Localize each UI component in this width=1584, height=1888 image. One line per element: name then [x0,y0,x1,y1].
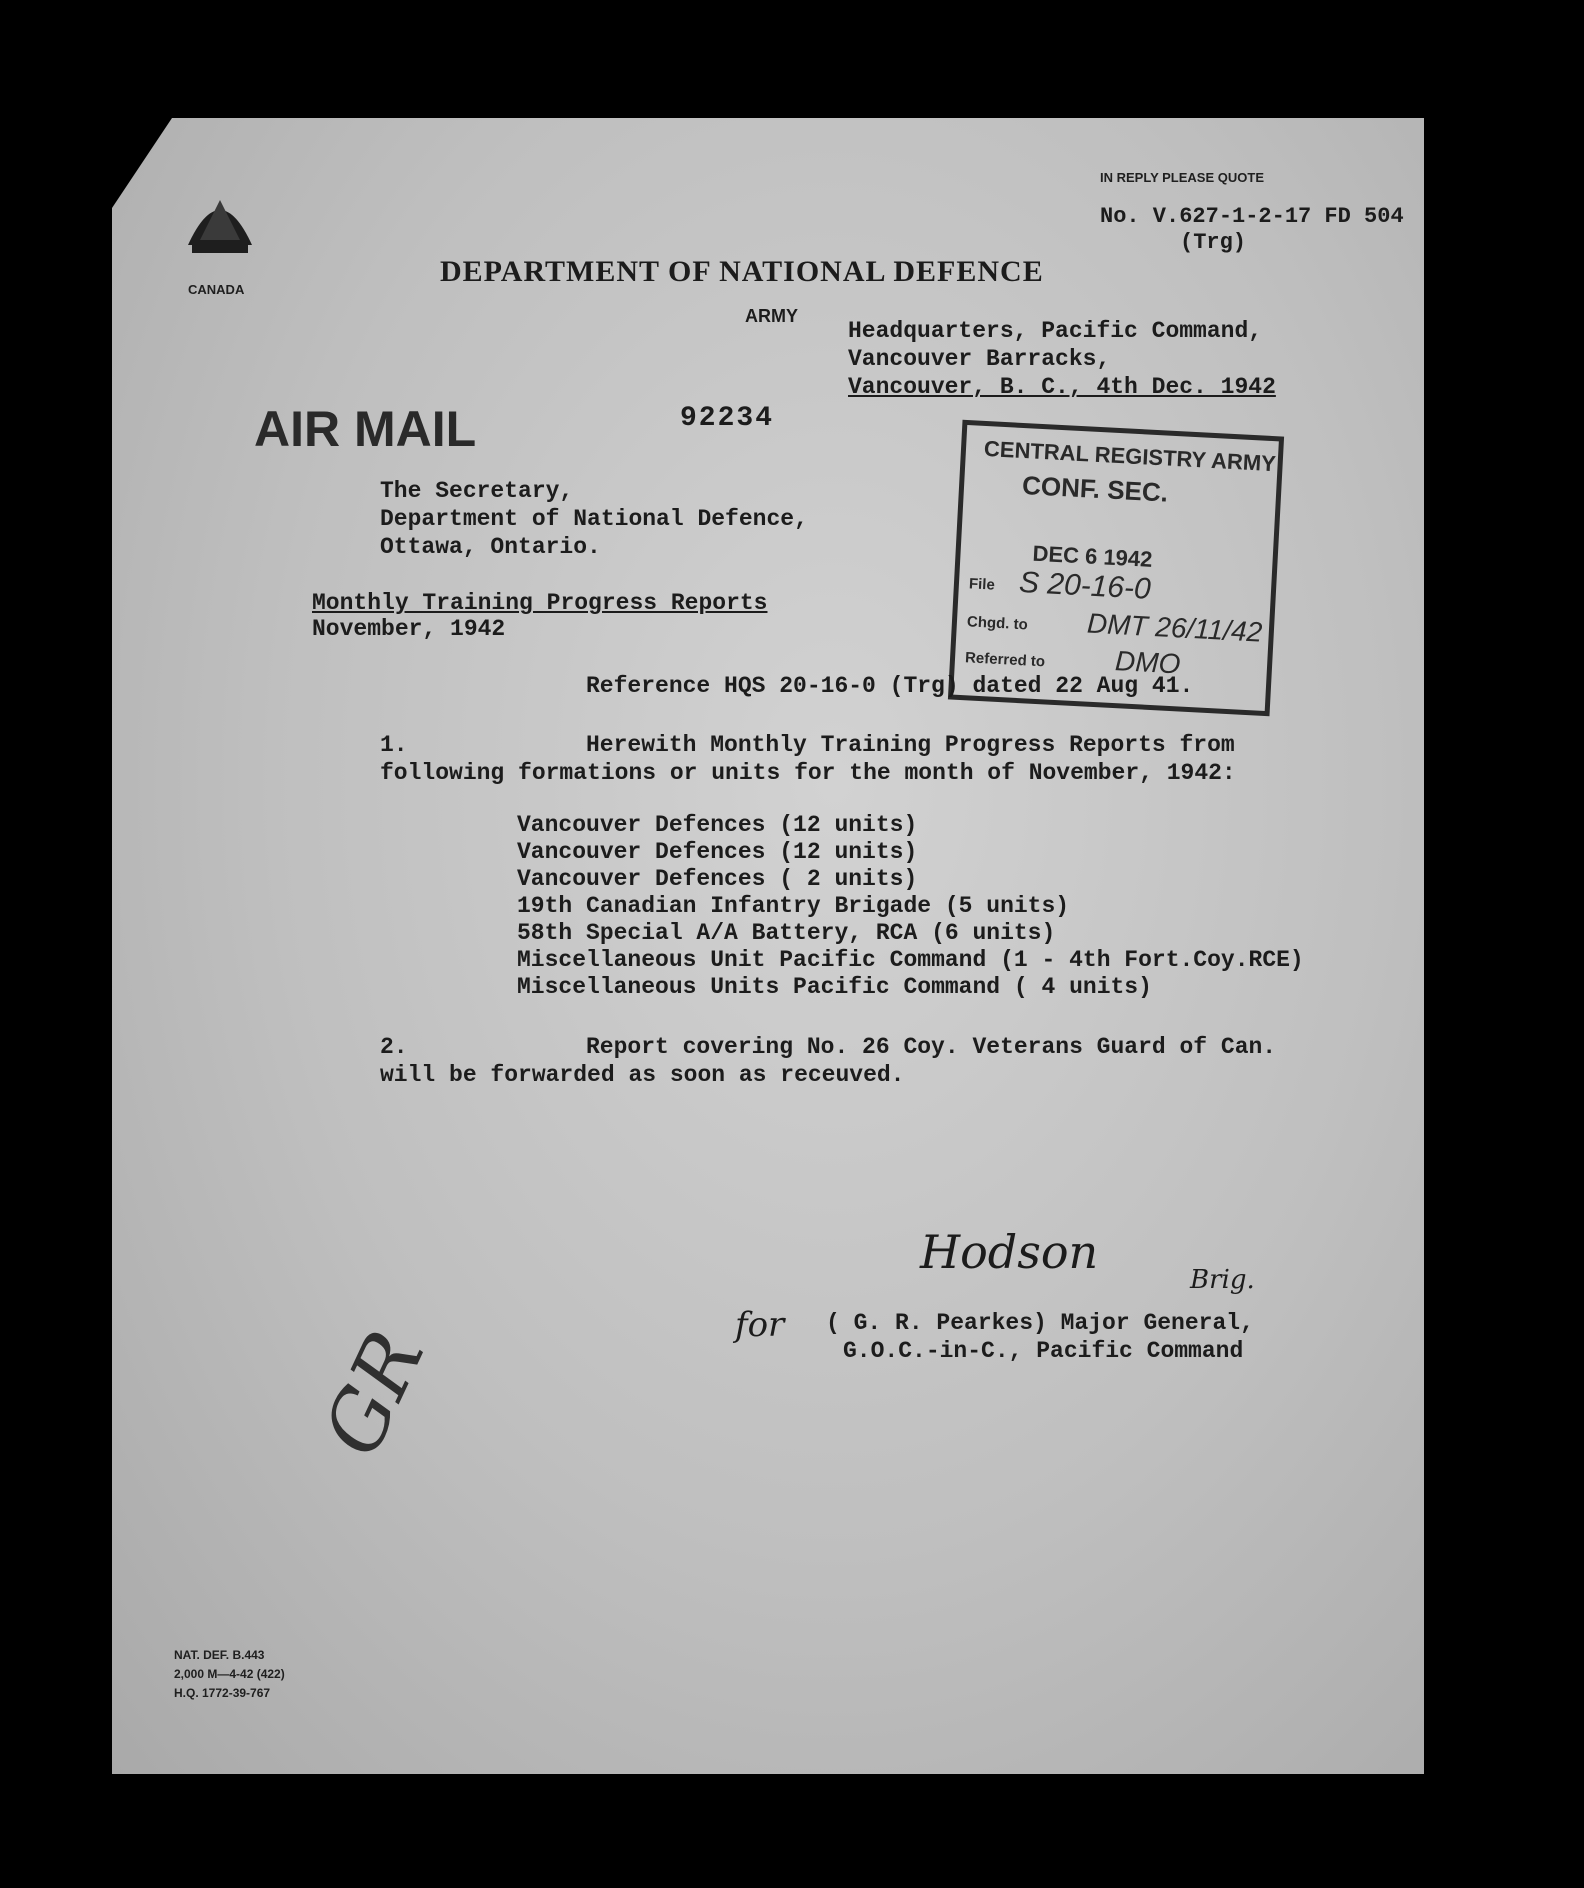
stamp-chgd-label: Chgd. to [966,613,1029,634]
unit-item-7: Miscellaneous Units Pacific Command ( 4 units) [517,974,1152,1000]
marginal-note: GR [305,1317,442,1470]
file-number-sub: (Trg) [1180,230,1247,255]
footer-line-2: 2,000 M—4-42 (422) [174,1667,285,1681]
address-line-3: Vancouver, B. C., 4th Dec. 1942 [848,374,1276,400]
letter-page [112,118,1424,1774]
air-mail-label: AIR MAIL [254,401,477,457]
recipient-line-1: The Secretary, [380,478,574,504]
address-line-1: Headquarters, Pacific Command, [848,318,1263,344]
unit-item-6: Miscellaneous Unit Pacific Command (1 - 4th Fort.Coy.RCE) [517,947,1304,973]
recipient-line-2: Department of National Defence, [380,506,808,532]
para2-text-1: Report covering No. 26 Coy. Veterans Guard of Can. [586,1034,1277,1060]
registry-stamp [948,420,1284,716]
signature-line-2: G.O.C.-in-C., Pacific Command [843,1338,1244,1364]
handwritten-signature: Hodson [920,1225,1099,1279]
reference-line: Reference HQS 20-16-0 (Trg) dated 22 Aug 41. [586,673,1194,699]
stamp-referred-label: Referred to [964,649,1046,671]
stamp-line-2: CONF. SEC. [1021,469,1169,508]
subject-line-2: November, 1942 [312,616,506,642]
file-number: No. V.627-1-2-17 FD 504 [1100,204,1404,229]
para1-text-2: following formations or units for the month of November, 1942: [380,760,1236,786]
para1-text-1: Herewith Monthly Training Progress Reports from [586,732,1235,758]
canada-crest-icon [180,185,260,275]
document-number: 92234 [680,403,775,434]
stamp-file-label: File [968,575,996,594]
handwritten-for: for [735,1305,785,1345]
unit-item-2: Vancouver Defences (12 units) [517,839,918,865]
unit-item-3: Vancouver Defences ( 2 units) [517,866,918,892]
signature-line-1: ( G. R. Pearkes) Major General, [826,1310,1254,1336]
crest-caption: CANADA [188,282,245,297]
stamp-file-value: S 20-16-0 [1018,565,1152,606]
address-line-2: Vancouver Barracks, [848,346,1111,372]
unit-item-5: 58th Special A/A Battery, RCA (6 units) [517,920,1056,946]
footer-line-1: NAT. DEF. B.443 [174,1648,265,1662]
recipient-line-3: Ottawa, Ontario. [380,534,601,560]
department-heading: DEPARTMENT OF NATIONAL DEFENCE [440,255,1044,288]
footer-line-3: H.Q. 1772-39-767 [174,1686,271,1700]
para1-number: 1. [380,732,408,758]
branch-label: ARMY [745,306,798,326]
subject-line-1: Monthly Training Progress Reports [312,590,768,616]
unit-item-1: Vancouver Defences (12 units) [517,812,918,838]
stamp-date: DEC 6 1942 [1032,540,1154,572]
para2-number: 2. [380,1034,408,1060]
stamp-referred-value: DMO [1114,645,1182,680]
stamp-line-1: CENTRAL REGISTRY ARMY [983,435,1277,477]
stamp-chgd-value: DMT 26/11/42 [1086,607,1263,648]
para2-text-2: will be forwarded as soon as receuved. [380,1062,905,1088]
handwritten-rank: Brig. [1190,1265,1255,1295]
unit-item-4: 19th Canadian Infantry Brigade (5 units) [517,893,1070,919]
reply-note: IN REPLY PLEASE QUOTE [1100,170,1264,185]
